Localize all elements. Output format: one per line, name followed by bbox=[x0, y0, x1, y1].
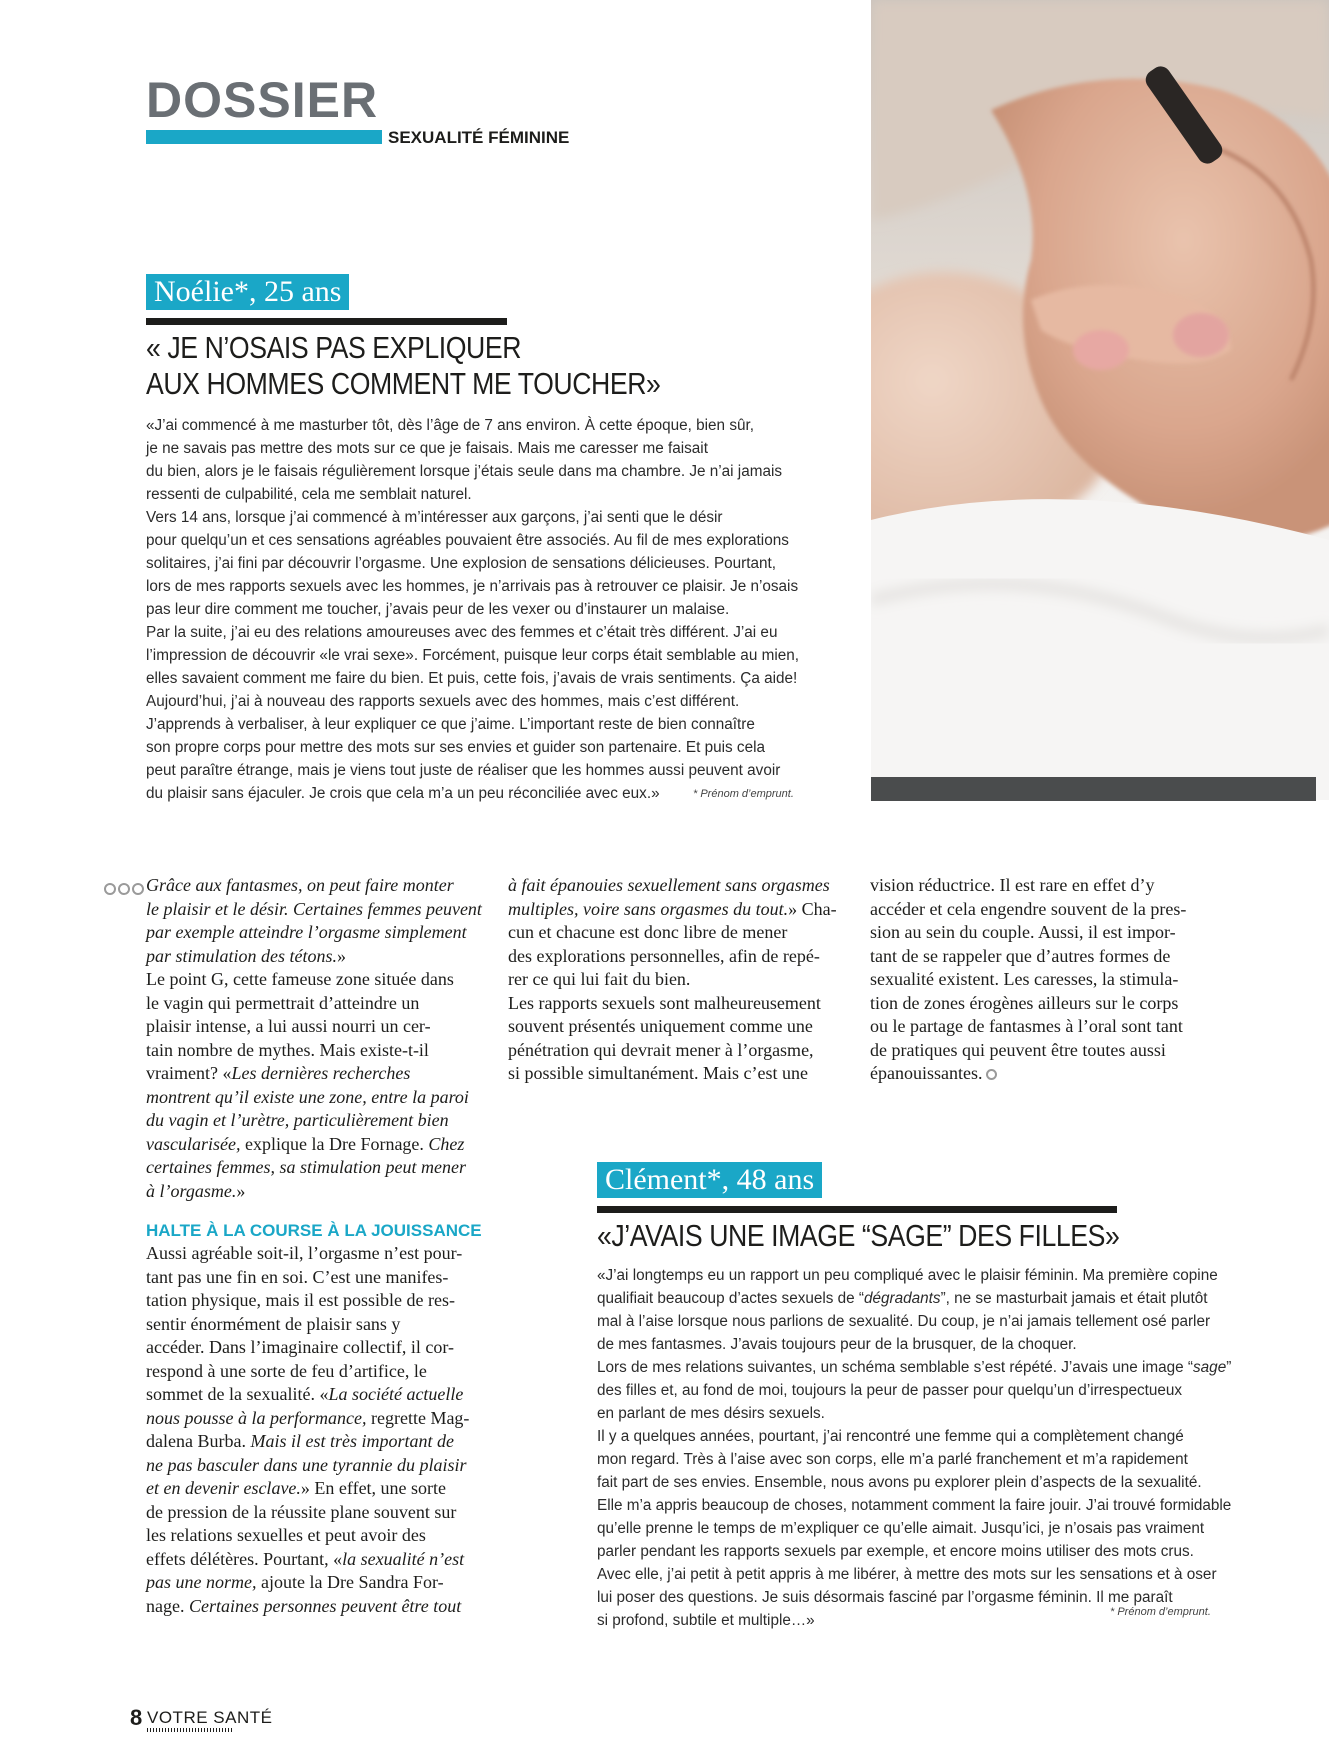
column2-line bbox=[508, 921, 837, 945]
testimony2-line bbox=[597, 1425, 1231, 1448]
text-segment: lui poser des questions. Je suis désormais fasciné par l’orgasme féminin. Il me paraît bbox=[597, 1589, 1173, 1606]
column1-line bbox=[146, 1156, 482, 1180]
column1-line bbox=[146, 1430, 482, 1454]
text-segment: plaisir intense, a lui aussi nourri un cer- bbox=[146, 1016, 431, 1036]
testimony1-line: Par la suite, j’ai eu des relations amoureuses avec des femmes et c’était très différent. J’ai eu bbox=[146, 624, 778, 641]
text-segment: souvent présentés uniquement comme une bbox=[508, 1016, 813, 1036]
testimony1-rule bbox=[146, 318, 507, 325]
section-bar bbox=[146, 130, 382, 144]
column1-line bbox=[146, 992, 482, 1016]
testimony2-note: * Prénom d’emprunt. bbox=[1110, 1606, 1211, 1618]
column1-line bbox=[146, 1407, 482, 1431]
testimony2-line bbox=[597, 1448, 1231, 1471]
text-segment: des explorations personnelles, afin de repé- bbox=[508, 945, 820, 966]
testimony2-line bbox=[597, 1540, 1231, 1563]
text-segment: vascularisée, bbox=[146, 1133, 241, 1154]
text-segment: vraiment? « bbox=[146, 1063, 232, 1083]
text-segment: » Cha- bbox=[788, 898, 837, 919]
column1-line bbox=[146, 1266, 482, 1290]
text-segment: Les dernières recherches bbox=[231, 1063, 411, 1083]
testimony1-line: Vers 14 ans, lorsque j’ai commencé à m’intéresser aux garçons, j’ai senti que le désir bbox=[146, 509, 723, 526]
text-segment: tain nombre de mythes. Mais existe-t-il bbox=[146, 1039, 429, 1060]
testimony1-line: Aujourd’hui, j’ai à nouveau des rapports sexuels avec des hommes, mais c’est différent. bbox=[146, 693, 740, 710]
text-segment: Chez bbox=[428, 1133, 465, 1154]
column3-line bbox=[870, 1015, 1186, 1039]
text-segment: La société actuelle bbox=[328, 1384, 464, 1404]
column1-line bbox=[146, 1289, 482, 1313]
testimony1-title-line: AUX HOMMES COMMENT ME TOUCHER» bbox=[146, 366, 661, 401]
text-segment: Elle m’a appris beaucoup de choses, notamment comment la faire jouir. J’ai trouvé formidable bbox=[597, 1497, 1232, 1514]
testimony2-line bbox=[597, 1356, 1231, 1379]
column3-line bbox=[870, 874, 1186, 898]
column2-line bbox=[508, 968, 837, 992]
testimony1-body bbox=[146, 414, 799, 805]
column1-line bbox=[146, 1595, 482, 1619]
testimony2-line bbox=[597, 1471, 1231, 1494]
text-segment: de mes fantasmes. J’avais toujours peur de la brusquer, de la choquer. bbox=[597, 1336, 1077, 1353]
column3 bbox=[870, 874, 1186, 1086]
testimony1-line: pas leur dire comment me toucher, j’avais peur de les vexer ou d’instaurer un malaise. bbox=[146, 601, 730, 618]
text-segment: ne pas basculer dans une tyrannie du plaisir bbox=[146, 1454, 467, 1475]
column1-line bbox=[146, 1477, 482, 1501]
column1-line bbox=[146, 1062, 482, 1086]
testimony1-line: peut paraître étrange, mais je viens tout juste de réaliser que les hommes aussi peuvent avoir bbox=[146, 762, 781, 779]
testimony1-line: J’apprends à verbaliser, à leur expliquer ce que j’aime. L’important reste de bien connaître bbox=[146, 716, 755, 733]
text-segment: épanouissantes. bbox=[870, 1063, 983, 1083]
column1-line bbox=[146, 1133, 482, 1157]
text-segment: «J’ai longtemps eu un rapport un peu compliqué avec le plaisir féminin. Ma première copine bbox=[597, 1267, 1218, 1284]
text-segment: sentir énormément de plaisir sans y bbox=[146, 1313, 401, 1334]
text-segment: en parlant de mes désirs sexuels. bbox=[597, 1405, 825, 1422]
column1-line bbox=[146, 1242, 482, 1266]
text-segment: de pression de la réussite plane souvent sur bbox=[146, 1501, 457, 1522]
testimony1-line: solitaires, j’ai fini par découvrir l’orgasme. Une explosion de sensations délicieuses. Pourtant, bbox=[146, 555, 777, 572]
text-segment: de pratiques qui peuvent être toutes aussi bbox=[870, 1039, 1166, 1060]
testimony2-line bbox=[597, 1563, 1231, 1586]
column3-line bbox=[870, 1039, 1186, 1063]
column1-line bbox=[146, 1039, 482, 1063]
text-segment: par stimulation des tétons. bbox=[146, 945, 338, 966]
text-segment: ou le partage de fantasmes à l’oral sont tant bbox=[870, 1016, 1183, 1036]
testimony1-line: l’impression de découvrir «le vrai sexe». Forcément, puisque leur corps était semblable au mien, bbox=[146, 647, 799, 664]
text-segment: ”, ne se masturbait jamais et était plutôt bbox=[940, 1290, 1208, 1307]
text-segment: Certaines personnes peuvent être tout bbox=[188, 1595, 462, 1616]
testimony2-line bbox=[597, 1517, 1231, 1540]
text-segment: les relations sexuelles et peut avoir des bbox=[146, 1525, 426, 1545]
text-segment: par exemple atteindre l’orgasme simplement bbox=[146, 922, 467, 942]
page-number: 8 bbox=[130, 1705, 143, 1730]
testimony1-line: ressenti de culpabilité, cela me semblait naturel. bbox=[146, 486, 472, 503]
column3-line bbox=[870, 898, 1186, 922]
column1-line bbox=[146, 1336, 482, 1360]
section-subtitle: SEXUALITÉ FÉMININE bbox=[388, 128, 570, 147]
text-segment: nous pousse à la performance, bbox=[146, 1407, 367, 1428]
column1-line bbox=[146, 1571, 482, 1595]
testimony2-line bbox=[597, 1287, 1231, 1310]
column1-line bbox=[146, 1313, 482, 1337]
bullet-dots-icon bbox=[104, 880, 146, 898]
text-segment: qualifiait beaucoup d’actes sexuels de “ bbox=[597, 1290, 865, 1307]
column3-line bbox=[870, 1062, 1186, 1086]
column1-line bbox=[146, 898, 482, 922]
text-segment: certaines femmes, sa stimulation peut mener bbox=[146, 1157, 466, 1177]
text-segment: qu’elle prenne le temps de m’expliquer ce qu’elle aimait. Jusqu’ici, je n’osais pas vraiment bbox=[597, 1520, 1205, 1537]
column1-line bbox=[146, 874, 482, 898]
text-segment: dégradants bbox=[864, 1290, 941, 1307]
text-segment: pénétration qui devrait mener à l’orgasme, bbox=[508, 1039, 814, 1060]
testimony2-line bbox=[597, 1310, 1231, 1333]
column1-line bbox=[146, 1109, 482, 1133]
text-segment: sexualité existent. Les caresses, la stimula- bbox=[870, 969, 1179, 989]
section-title: DOSSIER bbox=[146, 72, 379, 128]
text-segment: dalena Burba. bbox=[146, 1431, 251, 1451]
column2-line bbox=[508, 945, 837, 969]
testimony2-title: «J’AVAIS UNE IMAGE “SAGE” DES FILLES» bbox=[597, 1218, 1120, 1253]
text-segment: accéder et cela engendre souvent de la pres- bbox=[870, 898, 1187, 919]
column2-line bbox=[508, 898, 837, 922]
column2-line bbox=[508, 1062, 837, 1086]
text-segment: rer ce qui lui fait du bien. bbox=[508, 969, 691, 989]
text-segment: ajoute la Dre Sandra For- bbox=[256, 1572, 444, 1592]
text-segment: effets délétères. Pourtant, « bbox=[146, 1548, 343, 1569]
text-segment: la sexualité n’est bbox=[342, 1548, 465, 1569]
testimony1-line: pour quelqu’un et ces sensations agréables pouvaient être associés. Au fil de mes explorations bbox=[146, 532, 789, 549]
text-segment: Le point G, cette fameuse zone située dans bbox=[146, 969, 454, 989]
column1-line bbox=[146, 1383, 482, 1407]
text-segment: Mais il est très important de bbox=[250, 1431, 454, 1451]
testimony2-line bbox=[597, 1379, 1231, 1402]
testimony2-line bbox=[597, 1264, 1231, 1287]
text-segment: à l’orgasme. bbox=[146, 1180, 237, 1201]
column2-line bbox=[508, 992, 837, 1016]
column2 bbox=[508, 874, 837, 1086]
column1-line bbox=[146, 945, 482, 969]
testimony1-line: elles savaient comment me faire du bien. Et puis, cette fois, j’avais de vrais sentiments. Ça aide! bbox=[146, 670, 798, 687]
column1 bbox=[146, 874, 482, 1618]
column1-line bbox=[146, 1015, 482, 1039]
text-segment: explique la Dre Fornage. bbox=[240, 1133, 429, 1154]
text-segment: tant de se rappeler que d’autres formes de bbox=[870, 945, 1171, 966]
testimony1-line: lors de mes rapports sexuels avec les hommes, je n’arrivais pas à retrouver ce plaisir. Je n’osais bbox=[146, 578, 799, 595]
testimony1-line: je ne savais pas mettre des mots sur ce que je faisais. Mais me caresser me faisait bbox=[146, 440, 708, 457]
text-segment: Il y a quelques années, pourtant, j’ai rencontré une femme qui a complètement changé bbox=[597, 1428, 1184, 1445]
text-segment: Les rapports sexuels sont malheureusement bbox=[508, 992, 821, 1013]
testimony2-line bbox=[597, 1333, 1231, 1356]
text-segment: sion au sein du couple. Aussi, il est impor- bbox=[870, 922, 1176, 942]
text-segment: mal à l’aise lorsque nous parlions de sexualité. Du coup, je n’ai jamais tellement osé parler bbox=[597, 1313, 1211, 1330]
testimony1-title-line: « JE N’OSAIS PAS EXPLIQUER bbox=[146, 330, 522, 365]
column2-line bbox=[508, 1039, 837, 1063]
testimony2-body bbox=[597, 1264, 1231, 1632]
text-segment: Lors de mes relations suivantes, un schéma semblable s’est répété. J’avais une image “ bbox=[597, 1359, 1194, 1376]
column1-line bbox=[146, 1086, 482, 1110]
column3-line bbox=[870, 992, 1186, 1016]
column3-line bbox=[870, 968, 1186, 992]
text-segment: le vagin qui permettrait d’atteindre un bbox=[146, 992, 420, 1013]
magazine-name: VOTRE SANTÉ bbox=[147, 1708, 273, 1727]
photo-border bbox=[871, 777, 1316, 801]
testimony2-line bbox=[597, 1494, 1231, 1517]
hands-photo bbox=[871, 0, 1329, 800]
text-segment: sage bbox=[1193, 1359, 1227, 1376]
testimony1-line: du bien, alors je le faisais régulièrement lorsque j’étais seule dans ma chambre. Je n’ai jamais bbox=[146, 463, 782, 480]
text-segment: respond à une sorte de feu d’artifice, le bbox=[146, 1360, 427, 1381]
column1-line bbox=[146, 1360, 482, 1384]
column1-line bbox=[146, 1180, 482, 1204]
text-segment: pas une norme, bbox=[146, 1572, 257, 1592]
end-mark-icon bbox=[986, 1069, 997, 1080]
testimony2-line bbox=[597, 1402, 1231, 1425]
testimony1-line: son propre corps pour mettre des mots sur ses envies et guider son partenaire. Et puis cela bbox=[146, 739, 765, 756]
text-segment: si possible simultanément. Mais c’est une bbox=[508, 1063, 808, 1083]
column1-line bbox=[146, 968, 482, 992]
text-segment: fait part de ses envies. Ensemble, nous avons pu explorer plein d’aspects de la sexualité. bbox=[597, 1474, 1202, 1491]
column1-subhead: HALTE À LA COURSE À LA JOUISSANCE bbox=[146, 1221, 482, 1240]
text-segment: et en devenir esclave. bbox=[146, 1478, 301, 1498]
text-segment: regrette Mag- bbox=[366, 1407, 470, 1428]
column3-line bbox=[870, 921, 1186, 945]
text-segment: du vagin et l’urètre, particulièrement bien bbox=[146, 1110, 449, 1130]
text-segment: nage. bbox=[146, 1595, 189, 1616]
testimony2-rule bbox=[597, 1206, 1117, 1213]
testimony1-note: * Prénom d’emprunt. bbox=[693, 788, 794, 800]
testimony1-line: du plaisir sans éjaculer. Je crois que cela m’a un peu réconciliée avec eux.» bbox=[146, 785, 660, 802]
testimony1-line: «J’ai commencé à me masturber tôt, dès l’âge de 7 ans environ. À cette époque, bien sûr, bbox=[146, 417, 754, 434]
column1-line bbox=[146, 921, 482, 945]
testimony1-title bbox=[146, 330, 744, 402]
testimony2-tag: Clément*, 48 ans bbox=[597, 1162, 822, 1198]
text-segment: tion de zones érogènes ailleurs sur le corps bbox=[870, 992, 1179, 1013]
text-segment: mon regard. Très à l’aise avec son corps, elle m’a parlé franchement et m’a rapidement bbox=[597, 1451, 1188, 1468]
text-segment: ” bbox=[1226, 1359, 1232, 1376]
text-segment: Grâce aux fantasmes, on peut faire monter bbox=[146, 875, 454, 895]
text-segment: accéder. Dans l’imaginaire collectif, il cor- bbox=[146, 1337, 454, 1357]
text-segment: Aussi agréable soit-il, l’orgasme n’est pour- bbox=[146, 1243, 463, 1263]
text-segment: parler pendant les rapports sexuels par exemple, et encore moins utiliser des mots crus. bbox=[597, 1543, 1194, 1560]
text-segment: vision réductrice. Il est rare en effet d’y bbox=[870, 875, 1155, 895]
text-segment: sommet de la sexualité. « bbox=[146, 1384, 329, 1404]
text-segment: » bbox=[236, 1180, 246, 1201]
column3-line bbox=[870, 945, 1186, 969]
column1-line bbox=[146, 1501, 482, 1525]
text-segment: tation physique, mais il est possible de res- bbox=[146, 1290, 455, 1310]
column2-line bbox=[508, 1015, 837, 1039]
text-segment: des filles et, au fond de moi, toujours la peur de passer pour quelqu’un d’irrespectueux bbox=[597, 1382, 1183, 1399]
testimony1-tag: Noélie*, 25 ans bbox=[146, 274, 349, 310]
column1-line bbox=[146, 1548, 482, 1572]
text-segment: tant pas une fin en soi. C’est une manifes- bbox=[146, 1266, 449, 1287]
text-segment: » En effet, une sorte bbox=[300, 1478, 447, 1498]
column2-line bbox=[508, 874, 837, 898]
column1-line bbox=[146, 1524, 482, 1548]
text-segment: » bbox=[337, 945, 347, 966]
text-segment: montrent qu’il existe une zone, entre la paroi bbox=[146, 1086, 469, 1107]
text-segment: le plaisir et le désir. Certaines femmes peuvent bbox=[146, 898, 482, 919]
text-segment: si profond, subtile et multiple…» bbox=[597, 1612, 815, 1629]
text-segment: cun et chacune est donc libre de mener bbox=[508, 922, 788, 942]
column1-line bbox=[146, 1454, 482, 1478]
text-segment: Avec elle, j’ai petit à petit appris à me libérer, à mettre des mots sur les sensations et à oser bbox=[597, 1566, 1217, 1583]
text-segment: à fait épanouies sexuellement sans orgasmes bbox=[508, 875, 830, 895]
text-segment: multiples, voire sans orgasmes du tout. bbox=[508, 898, 789, 919]
magazine-rule bbox=[147, 1728, 232, 1732]
